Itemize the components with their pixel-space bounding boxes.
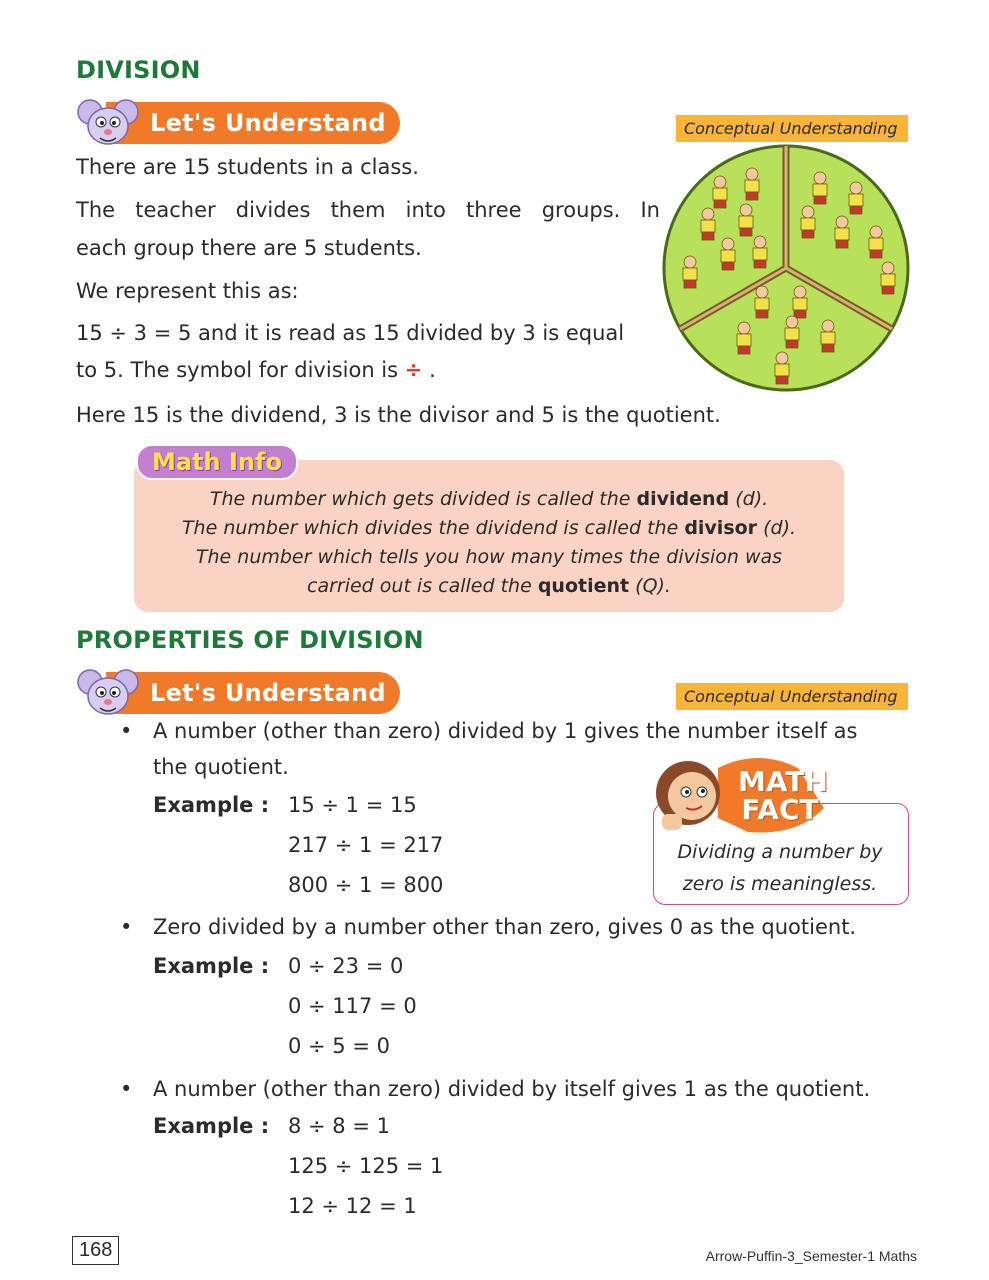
example-eq: 15 ÷ 1 = 15 bbox=[288, 793, 417, 817]
example-eq: 12 ÷ 12 = 1 bbox=[288, 1194, 417, 1218]
lets-understand-label: Let's Understand bbox=[106, 102, 400, 144]
lets-understand-banner bbox=[76, 98, 400, 148]
mi-text: The number which gets divided is called the bbox=[209, 488, 631, 510]
conceptual-understanding-tag: Conceptual Understanding bbox=[676, 683, 908, 710]
term-divisor: divisor bbox=[684, 517, 758, 539]
bullet-dot: • bbox=[120, 915, 133, 939]
para-equation-text: to 5. The symbol for division is bbox=[76, 358, 399, 382]
bullet-2: Zero divided by a number other than zero, gives 0 as the quotient. bbox=[153, 915, 857, 939]
math-info-label: Math Info bbox=[136, 444, 298, 480]
para-equation-end: . bbox=[429, 358, 436, 382]
para-students: There are 15 students in a class. bbox=[76, 155, 419, 179]
lets-understand-banner-2 bbox=[76, 668, 400, 718]
students-groups-illustration bbox=[660, 142, 912, 394]
math-info-line-dividend bbox=[134, 485, 844, 514]
mi-text: The number which divides the dividend is called the bbox=[181, 517, 679, 539]
math-fact-line1: Dividing a number by bbox=[677, 841, 883, 863]
term-dividend: dividend bbox=[636, 488, 730, 510]
example-eq: 800 ÷ 1 = 800 bbox=[288, 873, 444, 897]
math-fact-label-2: FACT bbox=[741, 793, 819, 826]
para-groups-line1: The teacher divides them into three groups. In bbox=[76, 198, 660, 222]
para-equation-line1: 15 ÷ 3 = 5 and it is read as 15 divided by 3 is equal bbox=[76, 321, 625, 345]
math-fact-label bbox=[738, 765, 828, 826]
division-symbol: ÷ bbox=[404, 358, 423, 382]
example-eq: 0 ÷ 117 = 0 bbox=[288, 994, 417, 1018]
math-info-text bbox=[134, 485, 844, 601]
bullet-dot: • bbox=[120, 1077, 133, 1101]
example-label: Example : bbox=[153, 793, 270, 817]
example-eq: 8 ÷ 8 = 1 bbox=[288, 1114, 390, 1138]
example-label: Example : bbox=[153, 954, 270, 978]
example-eq: 217 ÷ 1 = 217 bbox=[288, 833, 444, 857]
bullet-1-line1: A number (other than zero) divided by 1 gives the number itself as bbox=[153, 719, 858, 743]
bullet-3: A number (other than zero) divided by itself gives 1 as the quotient. bbox=[153, 1077, 871, 1101]
math-info-line-quotient2 bbox=[134, 572, 844, 601]
section-title-division: DIVISION bbox=[76, 56, 201, 84]
conceptual-understanding-tag: Conceptual Understanding bbox=[676, 115, 908, 142]
example-eq: 0 ÷ 23 = 0 bbox=[288, 954, 404, 978]
student-icon bbox=[713, 176, 727, 208]
math-fact-label-1: MATH bbox=[738, 765, 828, 798]
page-number: 168 bbox=[72, 1236, 119, 1265]
footer-book-title: Arrow-Puffin-3_Semester-1 Maths bbox=[705, 1248, 917, 1264]
math-fact-line2: zero is meaningless. bbox=[682, 873, 878, 895]
math-info-line-divisor bbox=[134, 514, 844, 543]
para-groups-line2: each group there are 5 students. bbox=[76, 236, 422, 260]
bullet-dot: • bbox=[120, 719, 133, 743]
bullet-1-line2: the quotient. bbox=[153, 755, 289, 779]
mi-text: carried out is called the bbox=[307, 575, 532, 597]
example-eq: 125 ÷ 125 = 1 bbox=[288, 1154, 444, 1178]
mouse-mascot-icon bbox=[76, 668, 140, 718]
mi-text: (Q). bbox=[635, 575, 671, 597]
example-label: Example : bbox=[153, 1114, 270, 1138]
para-represent: We represent this as: bbox=[76, 279, 299, 303]
mouse-mascot-icon bbox=[76, 98, 140, 148]
math-info-line-quotient1: The number which tells you how many times the division was bbox=[195, 546, 783, 568]
example-eq: 0 ÷ 5 = 0 bbox=[288, 1034, 390, 1058]
mi-text: (d). bbox=[763, 517, 797, 539]
para-terms: Here 15 is the dividend, 3 is the divisor and 5 is the quotient. bbox=[76, 403, 721, 427]
term-quotient: quotient bbox=[537, 575, 630, 597]
lets-understand-label: Let's Understand bbox=[106, 672, 400, 714]
section-title-properties: PROPERTIES OF DIVISION bbox=[76, 626, 424, 654]
para-equation-line2 bbox=[76, 352, 436, 388]
mi-text: (d). bbox=[735, 488, 769, 510]
